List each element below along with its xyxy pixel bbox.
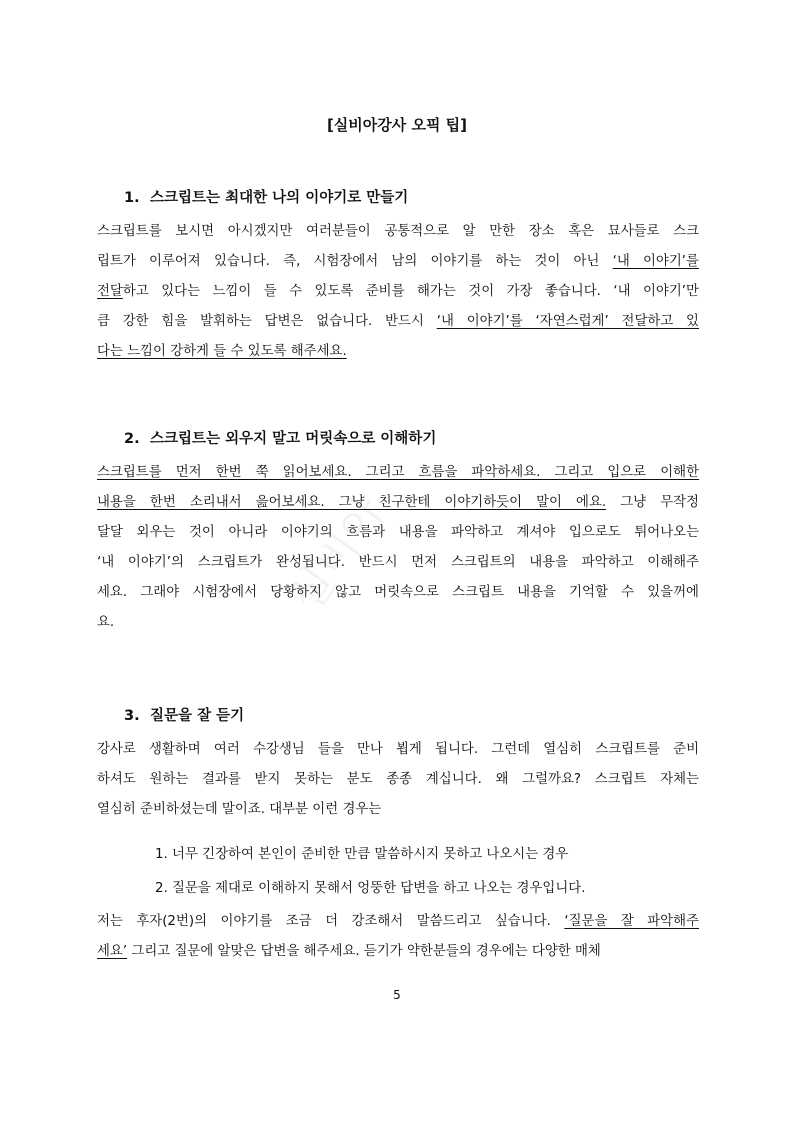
underlined-text: ‘내 이야기’를 — [612, 254, 699, 269]
text-line — [97, 937, 699, 967]
text-line — [97, 217, 699, 247]
section-title: 스크립트는 외우지 말고 머릿속으로 이해하기 — [150, 431, 437, 447]
text-line — [97, 548, 699, 578]
section-title: 질문을 잘 듣기 — [150, 708, 245, 724]
text-line — [97, 907, 699, 937]
section-1-heading — [124, 187, 408, 209]
text-run: 열심히 준비하셨는데 말이죠. 대부분 이런 경우는 — [97, 802, 382, 817]
text-line — [97, 795, 699, 825]
text-run: 요. — [97, 615, 115, 630]
text-line — [97, 518, 699, 548]
text-run: 스크립트를 보시면 아시겠지만 여러분들이 공통적으로 알 만한 장소 혹은 묘사들로 스크 — [97, 224, 699, 239]
section-3-paragraph-continued — [97, 907, 699, 967]
section-number: 2. — [124, 431, 140, 447]
text-run: 립트가 이루어져 있습니다. 즉, 시험장에서 남의 이야기를 하는 것이 아닌 — [97, 254, 613, 269]
underlined-text: ‘내 이야기’를 ‘자연스럽게’ 전달하고 있 — [436, 314, 699, 329]
text-line — [97, 247, 699, 277]
text-line — [97, 735, 699, 765]
page-title: [실비아강사 오픽 팁] — [326, 116, 468, 134]
underlined-text: 내용을 한번 소리내서 읊어보세요. 그냥 친구한테 이야기하듯이 말이 에요. — [97, 495, 607, 510]
underlined-text: 세요’ — [97, 944, 128, 959]
text-line — [97, 765, 699, 795]
text-line — [97, 608, 699, 638]
section-title: 스크립트는 최대한 나의 이야기로 만들기 — [150, 190, 409, 206]
list-item: 2. 질문을 제대로 이해하지 못해서 엉뚱한 답변을 하고 나오는 경우입니다. — [155, 881, 586, 896]
page-number: 5 — [393, 988, 401, 1002]
watermark: 실비아 — [279, 487, 395, 622]
text-run: ‘내 이야기’의 스크립트가 완성됩니다. 반드시 먼저 스크립트의 내용을 파악하고 이해해주 — [97, 555, 699, 570]
text-line — [97, 307, 699, 337]
text-line — [97, 337, 699, 367]
text-run: 강사로 생활하며 여러 수강생님 들을 만나 뵙게 됩니다. 그런데 열심히 스크립트를 준비 — [97, 742, 699, 757]
text-line — [97, 488, 699, 518]
text-run: 하고 있다는 느낌이 들 수 있도록 준비를 해가는 것이 가장 좋습니다. ‘내 이야기’만 — [122, 284, 699, 299]
list-item: 1. 너무 긴장하여 본인이 준비한 만큼 말씀하시지 못하고 나오시는 경우 — [155, 847, 569, 862]
section-number: 1. — [124, 190, 140, 206]
section-number: 3. — [124, 708, 140, 724]
text-run: 하셔도 원하는 결과를 받지 못하는 분도 종종 계십니다. 왜 그럴까요? 스크립트 자체는 — [97, 772, 699, 787]
section-3-heading — [124, 705, 244, 727]
text-run: 큼 강한 힘을 발휘하는 답변은 없습니다. 반드시 — [97, 314, 437, 329]
text-line — [97, 277, 699, 307]
section-2-paragraph — [97, 458, 699, 638]
underlined-text: 전달 — [97, 284, 123, 299]
text-line — [97, 458, 699, 488]
section-2-heading — [124, 428, 436, 450]
section-1-paragraph — [97, 217, 699, 367]
text-run: 그리고 질문에 알맞은 답변을 해주세요. 듣기가 약한분들의 경우에는 다양한 매체 — [127, 944, 601, 959]
text-run: 달달 외우는 것이 아니라 이야기의 흐름과 내용을 파악하고 계셔야 입으로도 튀어나오는 — [97, 525, 699, 540]
text-run: 세요. 그래야 시험장에서 당황하지 않고 머릿속으로 스크립트 내용을 기억할 수 있을꺼에 — [97, 585, 699, 600]
underlined-text: 다는 느낌이 강하게 들 수 있도록 해주세요. — [97, 344, 347, 359]
text-run: 그냥 무작정 — [606, 495, 699, 510]
text-run: 저는 후자(2번)의 이야기를 조금 더 강조해서 말씀드리고 싶습니다. — [97, 914, 565, 929]
underlined-text: 스크립트를 먼저 한번 쭉 읽어보세요. 그리고 흐름을 파악하세요. 그리고 입으로 이해한 — [97, 465, 699, 480]
underlined-text: ‘질문을 잘 파악해주 — [564, 914, 699, 929]
text-line — [97, 578, 699, 608]
section-3-paragraph — [97, 735, 699, 825]
